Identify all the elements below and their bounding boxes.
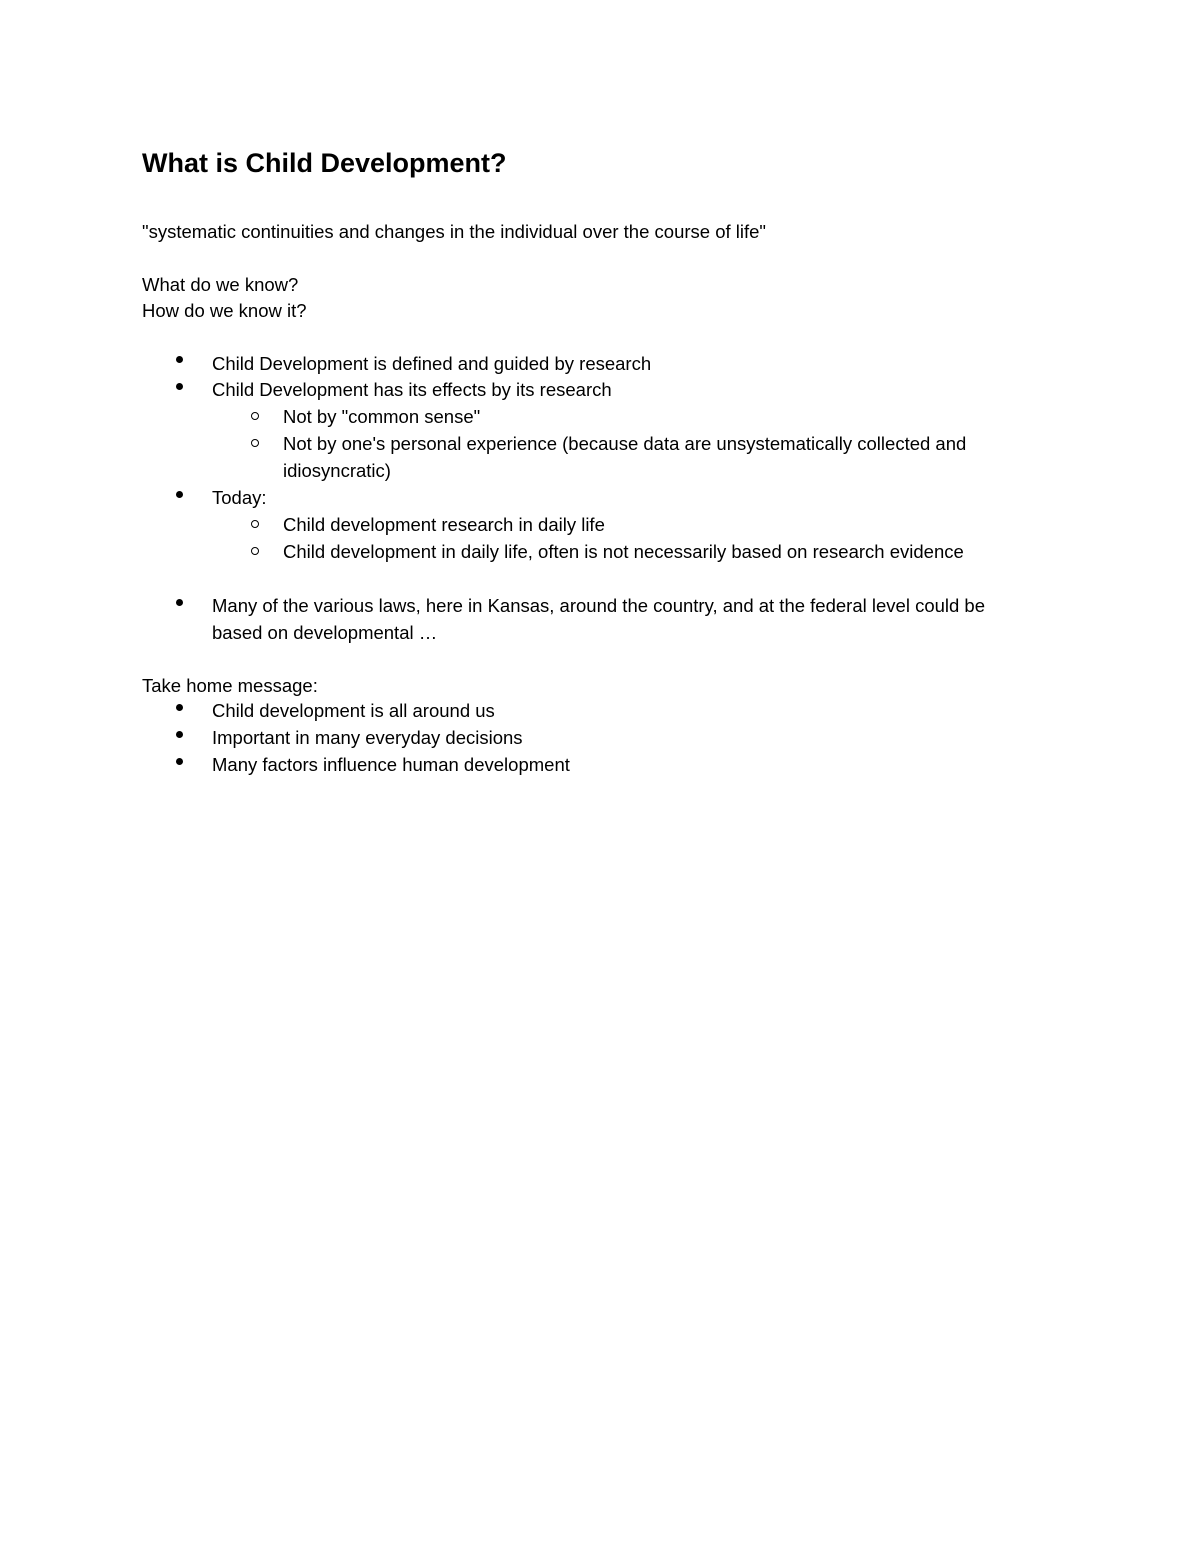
list-item: Child Development is defined and guided by research [212,353,652,374]
question-how: How do we know it? [142,300,307,321]
sub-bullet-circle-icon [251,412,259,420]
bullet-dot-icon [176,731,183,738]
list-item: Child Development has its effects by its research [212,379,612,400]
bullet-dot-icon [176,758,183,765]
take-home-heading: Take home message: [142,675,318,696]
sub-bullet-circle-icon [251,547,259,555]
bullet-dot-icon [176,383,183,390]
list-item: Child development is all around us [212,700,495,721]
list-item-continuation: based on developmental … [212,622,438,643]
sub-bullet-circle-icon [251,439,259,447]
list-item: Many of the various laws, here in Kansas, around the country, and at the federal level could be [212,595,986,616]
sub-list-item: Child development in daily life, often is not necessarily based on research evidence [283,541,964,562]
sub-list-item-continuation: idiosyncratic) [283,460,391,481]
bullet-dot-icon [176,491,183,498]
sub-list-item: Not by "common sense" [283,406,481,427]
definition-quote: "systematic continuities and changes in the individual over the course of life" [142,221,766,242]
sub-list-item: Not by one's personal experience (because data are unsystematically collected and [283,433,967,454]
list-item: Many factors influence human development [212,754,570,775]
page-title: What is Child Development? [142,148,507,178]
sub-list-item: Child development research in daily life [283,514,605,535]
list-item: Today: [212,487,267,508]
question-what: What do we know? [142,274,299,295]
bullet-dot-icon [176,599,183,606]
bullet-dot-icon [176,356,183,363]
sub-bullet-circle-icon [251,520,259,528]
list-item: Important in many everyday decisions [212,727,523,748]
bullet-dot-icon [176,704,183,711]
